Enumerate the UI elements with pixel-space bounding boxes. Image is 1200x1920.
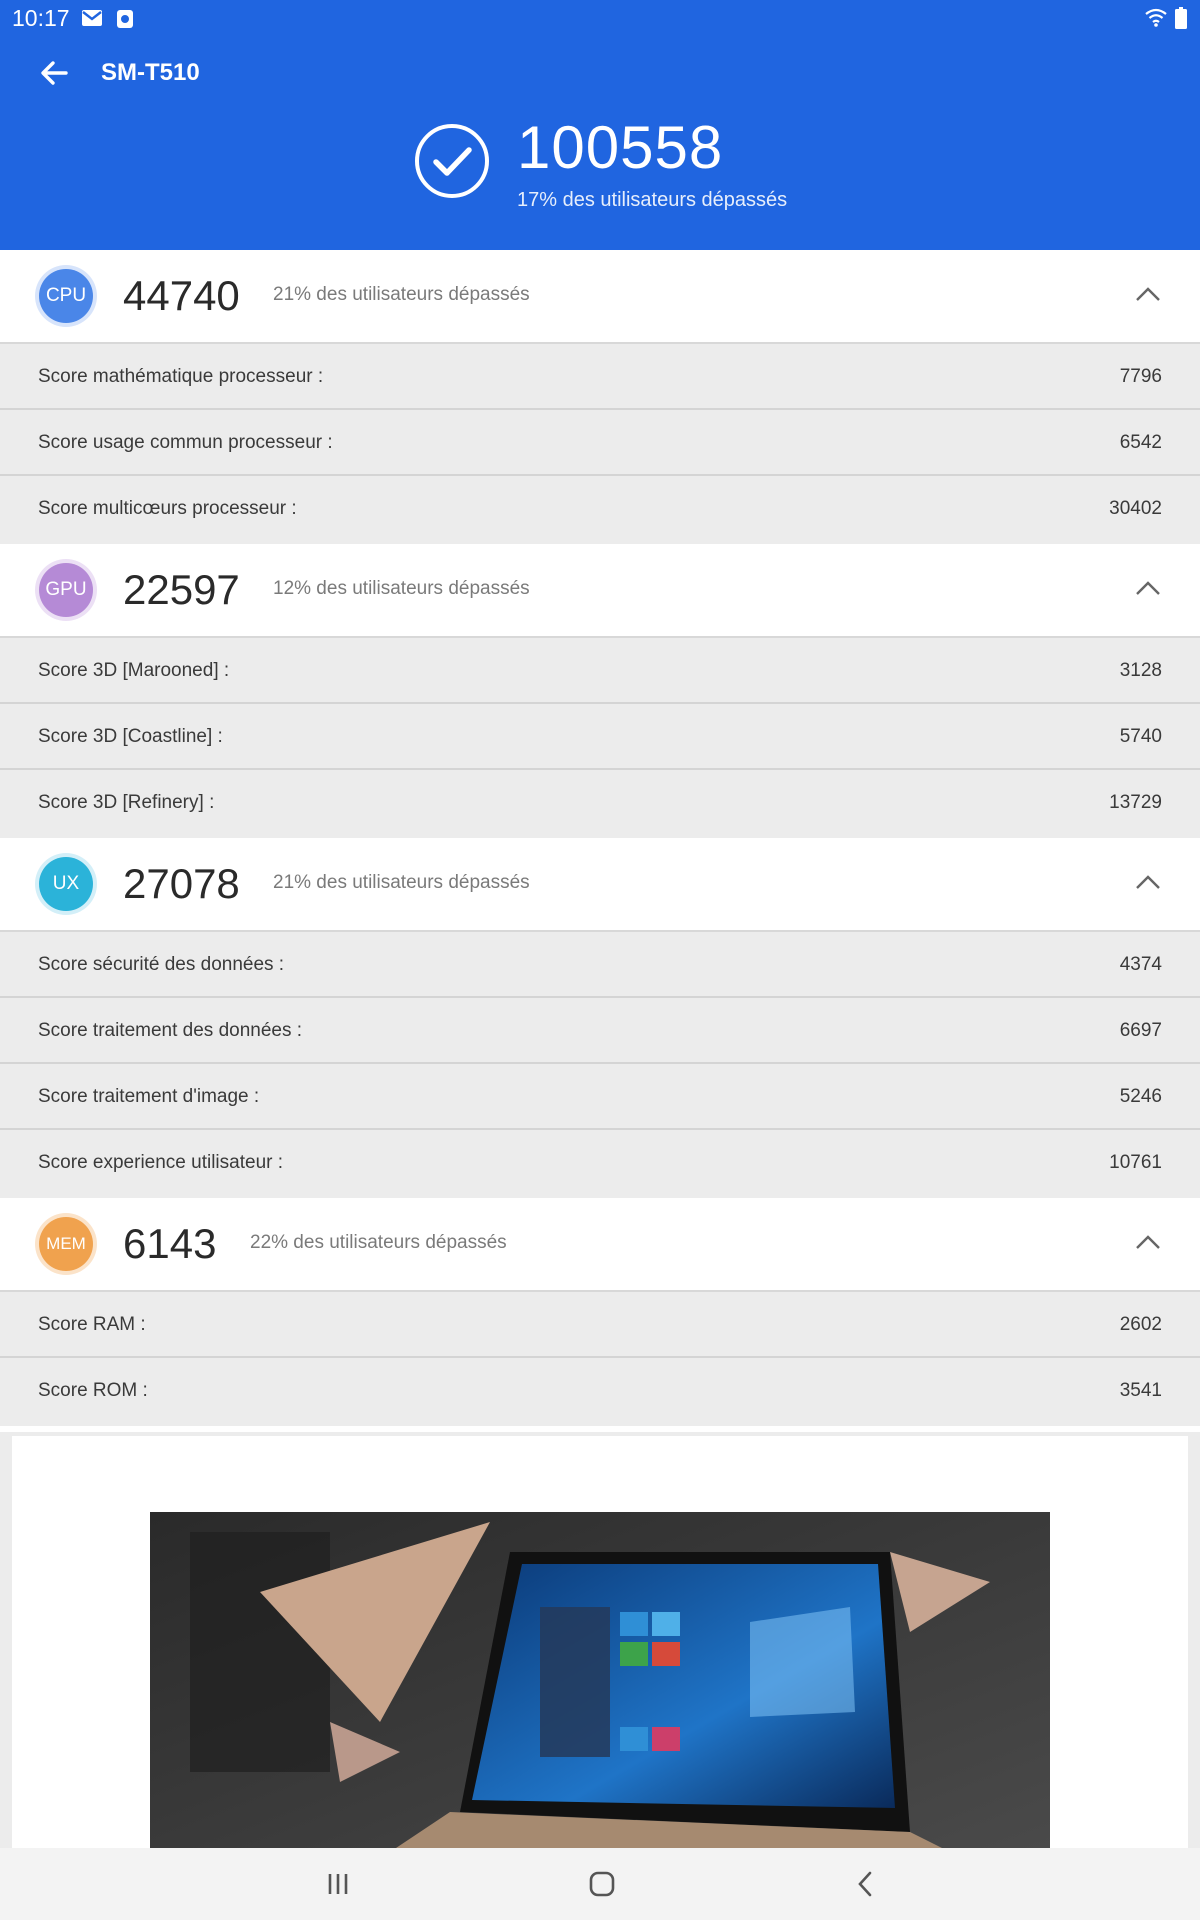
section-score: 44740 [123,272,240,319]
chevron-up-icon[interactable] [1134,578,1162,598]
home-icon[interactable] [584,1866,620,1902]
section-gpu [0,544,1200,838]
ad-area [0,1432,1200,1852]
score-row [0,1064,1200,1130]
score-row [0,476,1200,540]
score-row [0,1130,1200,1194]
gmail-icon [81,9,103,27]
score-row [0,704,1200,770]
section-header-gpu[interactable] [0,544,1200,638]
score-row [0,1292,1200,1358]
section-percentile: 21% des utilisateurs dépassés [273,872,530,893]
status-time: 10:17 [12,5,70,31]
chevron-up-icon[interactable] [1134,284,1162,304]
row-label: Score traitement d'image : [38,1086,260,1107]
row-label: Score multicœurs processeur : [38,498,297,519]
row-value: 6542 [1119,432,1162,453]
section-score: 22597 [123,566,240,613]
section-percentile: 22% des utilisateurs dépassés [250,1232,507,1253]
section-header-ux[interactable] [0,838,1200,932]
row-value: 7796 [1119,366,1162,387]
section-score: 6143 [123,1220,217,1267]
total-percentile: 17% des utilisateurs dépassés [517,189,788,211]
score-row [0,932,1200,998]
total-score: 100558 [517,114,724,181]
section-header-cpu[interactable] [0,250,1200,344]
wifi-icon [1144,7,1168,27]
system-nav-bar [0,1848,1200,1920]
score-row [0,998,1200,1064]
device-title: SM-T510 [101,59,200,86]
ad-card[interactable] [12,1436,1188,1852]
row-label: Score sécurité des données : [38,954,285,975]
section-percentile: 21% des utilisateurs dépassés [273,284,530,305]
row-value: 30402 [1109,498,1162,519]
section-cpu [0,250,1200,544]
section-header-mem[interactable] [0,1198,1200,1292]
toolbar [0,50,1200,96]
ux-badge: UX [39,857,93,911]
score-row [0,410,1200,476]
score-list [0,250,1200,1426]
laptop-advertisement-image[interactable] [150,1512,1050,1852]
status-bar [0,0,1200,38]
row-value: 2602 [1119,1314,1162,1335]
battery-icon [1175,7,1187,29]
score-row [0,1358,1200,1422]
check-circle-icon [414,123,490,199]
section-percentile: 12% des utilisateurs dépassés [273,578,530,599]
notification-icon [116,9,134,29]
mem-badge: MEM [39,1217,93,1271]
row-label: Score 3D [Coastline] : [38,726,223,747]
cpu-badge: CPU [39,269,93,323]
row-label: Score 3D [Refinery] : [38,792,215,813]
score-row [0,344,1200,410]
row-value: 3128 [1119,660,1162,681]
section-score: 27078 [123,860,240,907]
score-row [0,770,1200,834]
row-label: Score RAM : [38,1314,146,1335]
row-value: 3541 [1119,1380,1162,1401]
row-label: Score ROM : [38,1380,148,1401]
score-row [0,638,1200,704]
row-value: 4374 [1119,954,1162,975]
row-label: Score 3D [Marooned] : [38,660,230,681]
row-label: Score usage commun processeur : [38,432,333,453]
gpu-badge: GPU [39,563,93,617]
app-header [0,0,1200,250]
row-value: 6697 [1119,1020,1162,1041]
recent-apps-icon[interactable] [320,1866,356,1902]
section-mem [0,1198,1200,1426]
row-label: Score traitement des données : [38,1020,303,1041]
row-value: 13729 [1109,792,1162,813]
row-value: 10761 [1109,1152,1162,1173]
back-icon[interactable] [848,1866,884,1902]
chevron-up-icon[interactable] [1134,1232,1162,1252]
row-label: Score experience utilisateur : [38,1152,284,1173]
chevron-up-icon[interactable] [1134,872,1162,892]
arrow-left-icon[interactable] [38,57,70,89]
row-label: Score mathématique processeur : [38,366,324,387]
row-value: 5246 [1119,1086,1162,1107]
section-ux [0,838,1200,1198]
row-value: 5740 [1119,726,1162,747]
